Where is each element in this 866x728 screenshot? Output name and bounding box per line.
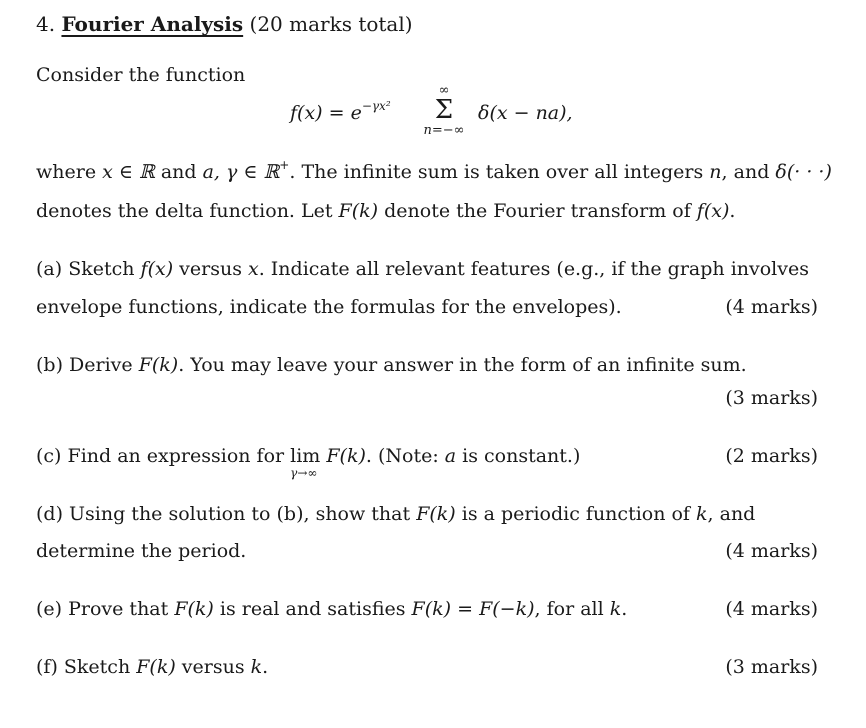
part-d-line-2: determine the period.	[36, 540, 247, 562]
limit-operator: lim γ→∞	[290, 445, 321, 480]
question-heading	[36, 14, 413, 34]
part-b-line: (b) Derive F(k). You may leave your answer in the form of an infinite sum.	[36, 354, 747, 376]
where-line-2: denotes the delta function. Let F(k) denote the Fourier transform of f(x).	[36, 200, 736, 222]
part-d-line-1: (d) Using the solution to (b), show that F(k) is a periodic function of k, and	[36, 503, 756, 525]
equation-lhs: f(x) = e	[290, 102, 362, 124]
delta-notation: δ(· · ·)	[775, 161, 832, 183]
function-equation	[290, 99, 391, 124]
summation	[418, 84, 470, 139]
part-e-line: (e) Prove that F(k) is real and satisfies F(k) = F(−k), for all k.	[36, 598, 628, 620]
part-a-line-1: (a) Sketch f(x) versus x. Indicate all relevant features (e.g., if the graph involves	[36, 258, 809, 280]
equation-exponent: −γx²	[361, 99, 391, 113]
part-e-marks: (4 marks)	[725, 598, 818, 620]
sum-lower-limit: n=−∞	[423, 123, 465, 138]
question-total-marks: (20 marks total)	[249, 12, 413, 36]
part-a-line-2: envelope functions, indicate the formulas for the envelopes).	[36, 296, 622, 318]
question-title: Fourier Analysis	[61, 12, 244, 36]
sum-symbol: Σ	[434, 95, 454, 125]
where-line-1: where x ∈ ℝ and a, γ ∈ ℝ+. The infinite sum is taken over all integers n, and δ(· · ·)	[36, 158, 832, 183]
part-f-line: (f) Sketch F(k) versus k.	[36, 656, 269, 678]
limit-subscript: γ→∞	[290, 466, 318, 480]
equation-summand: δ(x − na),	[478, 102, 573, 124]
sum-upper-limit: ∞	[438, 83, 450, 98]
part-c-marks: (2 marks)	[725, 445, 818, 467]
intro-text: Consider the function	[36, 64, 246, 86]
part-c-line: (c) Find an expression for lim γ→∞ F(k). (Note: a is constant.)	[36, 445, 581, 480]
symmetry-equation: F(k) = F(−k)	[411, 598, 535, 620]
part-b-marks: (3 marks)	[725, 387, 818, 409]
part-d-marks: (4 marks)	[725, 540, 818, 562]
part-a-marks: (4 marks)	[725, 296, 818, 318]
part-f-marks: (3 marks)	[725, 656, 818, 678]
x-in-reals: x ∈ ℝ	[102, 161, 155, 183]
a-gamma-in-positive-reals: a, γ ∈ ℝ	[202, 161, 280, 183]
question-number: 4.	[36, 12, 56, 36]
